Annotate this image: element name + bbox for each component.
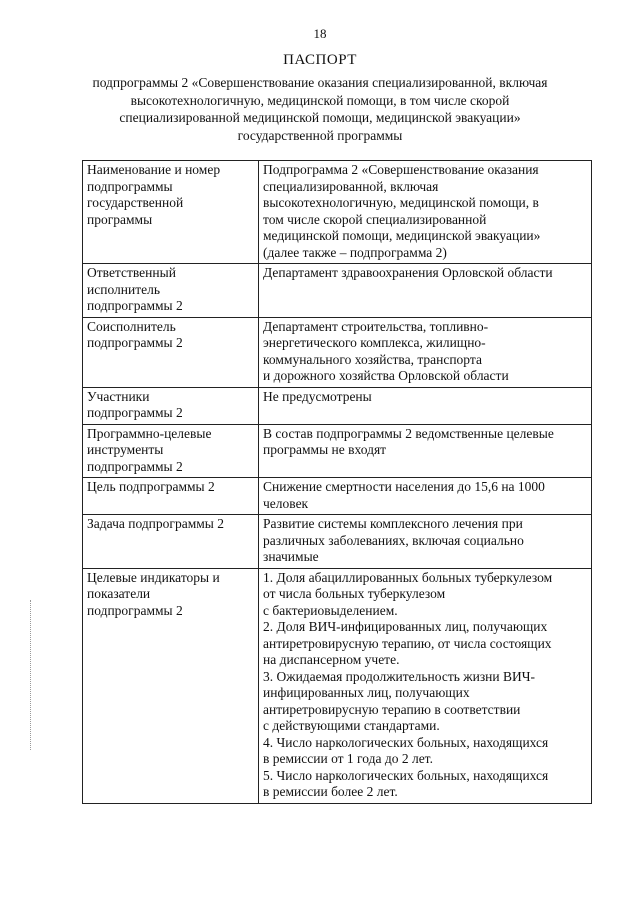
row-value-cell bbox=[259, 264, 592, 318]
row-label-line: Соисполнитель bbox=[87, 318, 176, 334]
row-value-cell bbox=[259, 478, 592, 515]
row-label-line: подпрограммы 2 bbox=[87, 335, 183, 350]
row-label-line: государственной bbox=[87, 195, 184, 210]
table-row bbox=[83, 478, 592, 515]
row-label-cell bbox=[83, 264, 259, 318]
row-value-line: Снижение смертности населения до 15,6 на 1000 bbox=[263, 479, 545, 494]
row-value-line: (далее также – подпрограмма 2) bbox=[263, 244, 447, 260]
row-label-line: Цель подпрограммы 2 bbox=[87, 479, 215, 494]
row-label-cell bbox=[83, 387, 259, 424]
row-value-line: том числе скорой специализированной bbox=[263, 211, 487, 227]
row-label-line: Ответственный bbox=[87, 265, 176, 280]
row-value-line: Департамент здравоохранения Орловской области bbox=[263, 265, 553, 280]
row-value-line: в ремиссии от 1 года до 2 лет. bbox=[263, 751, 433, 766]
document-subtitle bbox=[70, 74, 570, 144]
row-value-cell bbox=[259, 317, 592, 387]
row-label-cell bbox=[83, 478, 259, 515]
row-value-line: 5. Число наркологических больных, находящихся bbox=[263, 767, 549, 783]
row-value-line: медицинской помощи, медицинской эвакуации» bbox=[263, 228, 541, 243]
row-value-line: 2. Доля ВИЧ-инфицированных лиц, получающих bbox=[263, 619, 548, 634]
row-label-line: подпрограммы 2 bbox=[87, 405, 183, 420]
row-value-line: Развитие системы комплексного лечения при bbox=[263, 516, 523, 531]
document-title: ПАСПОРТ bbox=[283, 52, 357, 68]
table-row bbox=[83, 387, 592, 424]
subtitle-line: государственной программы bbox=[237, 127, 403, 143]
row-label-cell bbox=[83, 568, 259, 803]
row-value-line: В состав подпрограммы 2 ведомственные целевые bbox=[263, 425, 554, 441]
passport-table bbox=[82, 160, 592, 804]
row-value-line: высокотехнологичную, медицинской помощи, в bbox=[263, 195, 539, 210]
row-value-line: Не предусмотрены bbox=[263, 388, 372, 404]
scan-artifact bbox=[30, 600, 32, 750]
row-value-cell bbox=[259, 568, 592, 803]
row-value-cell bbox=[259, 515, 592, 569]
subtitle-line: специализированной медицинской помощи, медицинской эвакуации» bbox=[119, 110, 521, 125]
row-label-line: показатели bbox=[87, 586, 151, 601]
row-value-line: различных заболеваниях, включая социально bbox=[263, 532, 524, 548]
row-value-line: программы не входят bbox=[263, 442, 387, 457]
row-label-cell bbox=[83, 317, 259, 387]
row-label-line: подпрограммы 2 bbox=[87, 602, 183, 618]
row-value-line: Департамент строительства, топливно- bbox=[263, 318, 489, 334]
row-label-cell bbox=[83, 161, 259, 264]
table-row bbox=[83, 264, 592, 318]
row-value-cell bbox=[259, 424, 592, 478]
row-value-line: с бактериовыделением. bbox=[263, 602, 398, 618]
row-value-line: антиретровирусную терапию, от числа состоящих bbox=[263, 635, 552, 651]
row-value-line: и дорожного хозяйства Орловской области bbox=[263, 368, 509, 383]
row-value-cell bbox=[259, 387, 592, 424]
table-row bbox=[83, 568, 592, 803]
subtitle-line: высокотехнологичную, медицинской помощи, в том числе скорой bbox=[130, 92, 510, 108]
table-row bbox=[83, 317, 592, 387]
row-label-line: подпрограммы bbox=[87, 178, 173, 194]
row-value-line: 3. Ожидаемая продолжительность жизни ВИЧ- bbox=[263, 668, 535, 684]
row-value-line: с действующими стандартами. bbox=[263, 718, 440, 733]
row-value-line: в ремиссии более 2 лет. bbox=[263, 784, 398, 799]
row-label-cell bbox=[83, 424, 259, 478]
row-value-line: 1. Доля абациллированных больных туберкулезом bbox=[263, 569, 553, 585]
row-value-line: человек bbox=[263, 495, 309, 511]
row-value-line: значимые bbox=[263, 549, 319, 564]
row-label-line: Целевые индикаторы и bbox=[87, 569, 220, 585]
passport-table-body bbox=[83, 161, 592, 804]
row-value-line: антиретровирусную терапию в соответствии bbox=[263, 701, 521, 717]
table-row bbox=[83, 515, 592, 569]
row-value-line: коммунального хозяйства, транспорта bbox=[263, 351, 482, 367]
row-label-line: инструменты bbox=[87, 442, 164, 457]
row-value-line: Подпрограмма 2 «Совершенствование оказания bbox=[263, 162, 539, 177]
row-label-line: Программно-целевые bbox=[87, 425, 212, 441]
row-value-cell bbox=[259, 161, 592, 264]
row-value-line: на диспансерном учете. bbox=[263, 652, 400, 667]
table-row bbox=[83, 161, 592, 264]
row-label-line: подпрограммы 2 bbox=[87, 458, 183, 474]
row-label-line: Наименование и номер bbox=[87, 162, 221, 177]
page-number: 18 bbox=[313, 26, 327, 41]
row-value-line: от числа больных туберкулезом bbox=[263, 586, 446, 601]
row-label-line: исполнитель bbox=[87, 281, 160, 297]
row-label-line: Задача подпрограммы 2 bbox=[87, 516, 224, 531]
row-label-line: подпрограммы 2 bbox=[87, 298, 183, 313]
row-value-line: инфицированных лиц, получающих bbox=[263, 685, 470, 700]
row-label-cell bbox=[83, 515, 259, 569]
row-value-line: специализированной, включая bbox=[263, 178, 439, 194]
row-label-line: программы bbox=[87, 211, 153, 227]
row-value-line: 4. Число наркологических больных, находящихся bbox=[263, 734, 549, 750]
table-row bbox=[83, 424, 592, 478]
row-label-line: Участники bbox=[87, 388, 150, 404]
subtitle-line: подпрограммы 2 «Совершенствование оказания специализированной, включая bbox=[92, 75, 548, 90]
row-value-line: энергетического комплекса, жилищно- bbox=[263, 335, 486, 350]
